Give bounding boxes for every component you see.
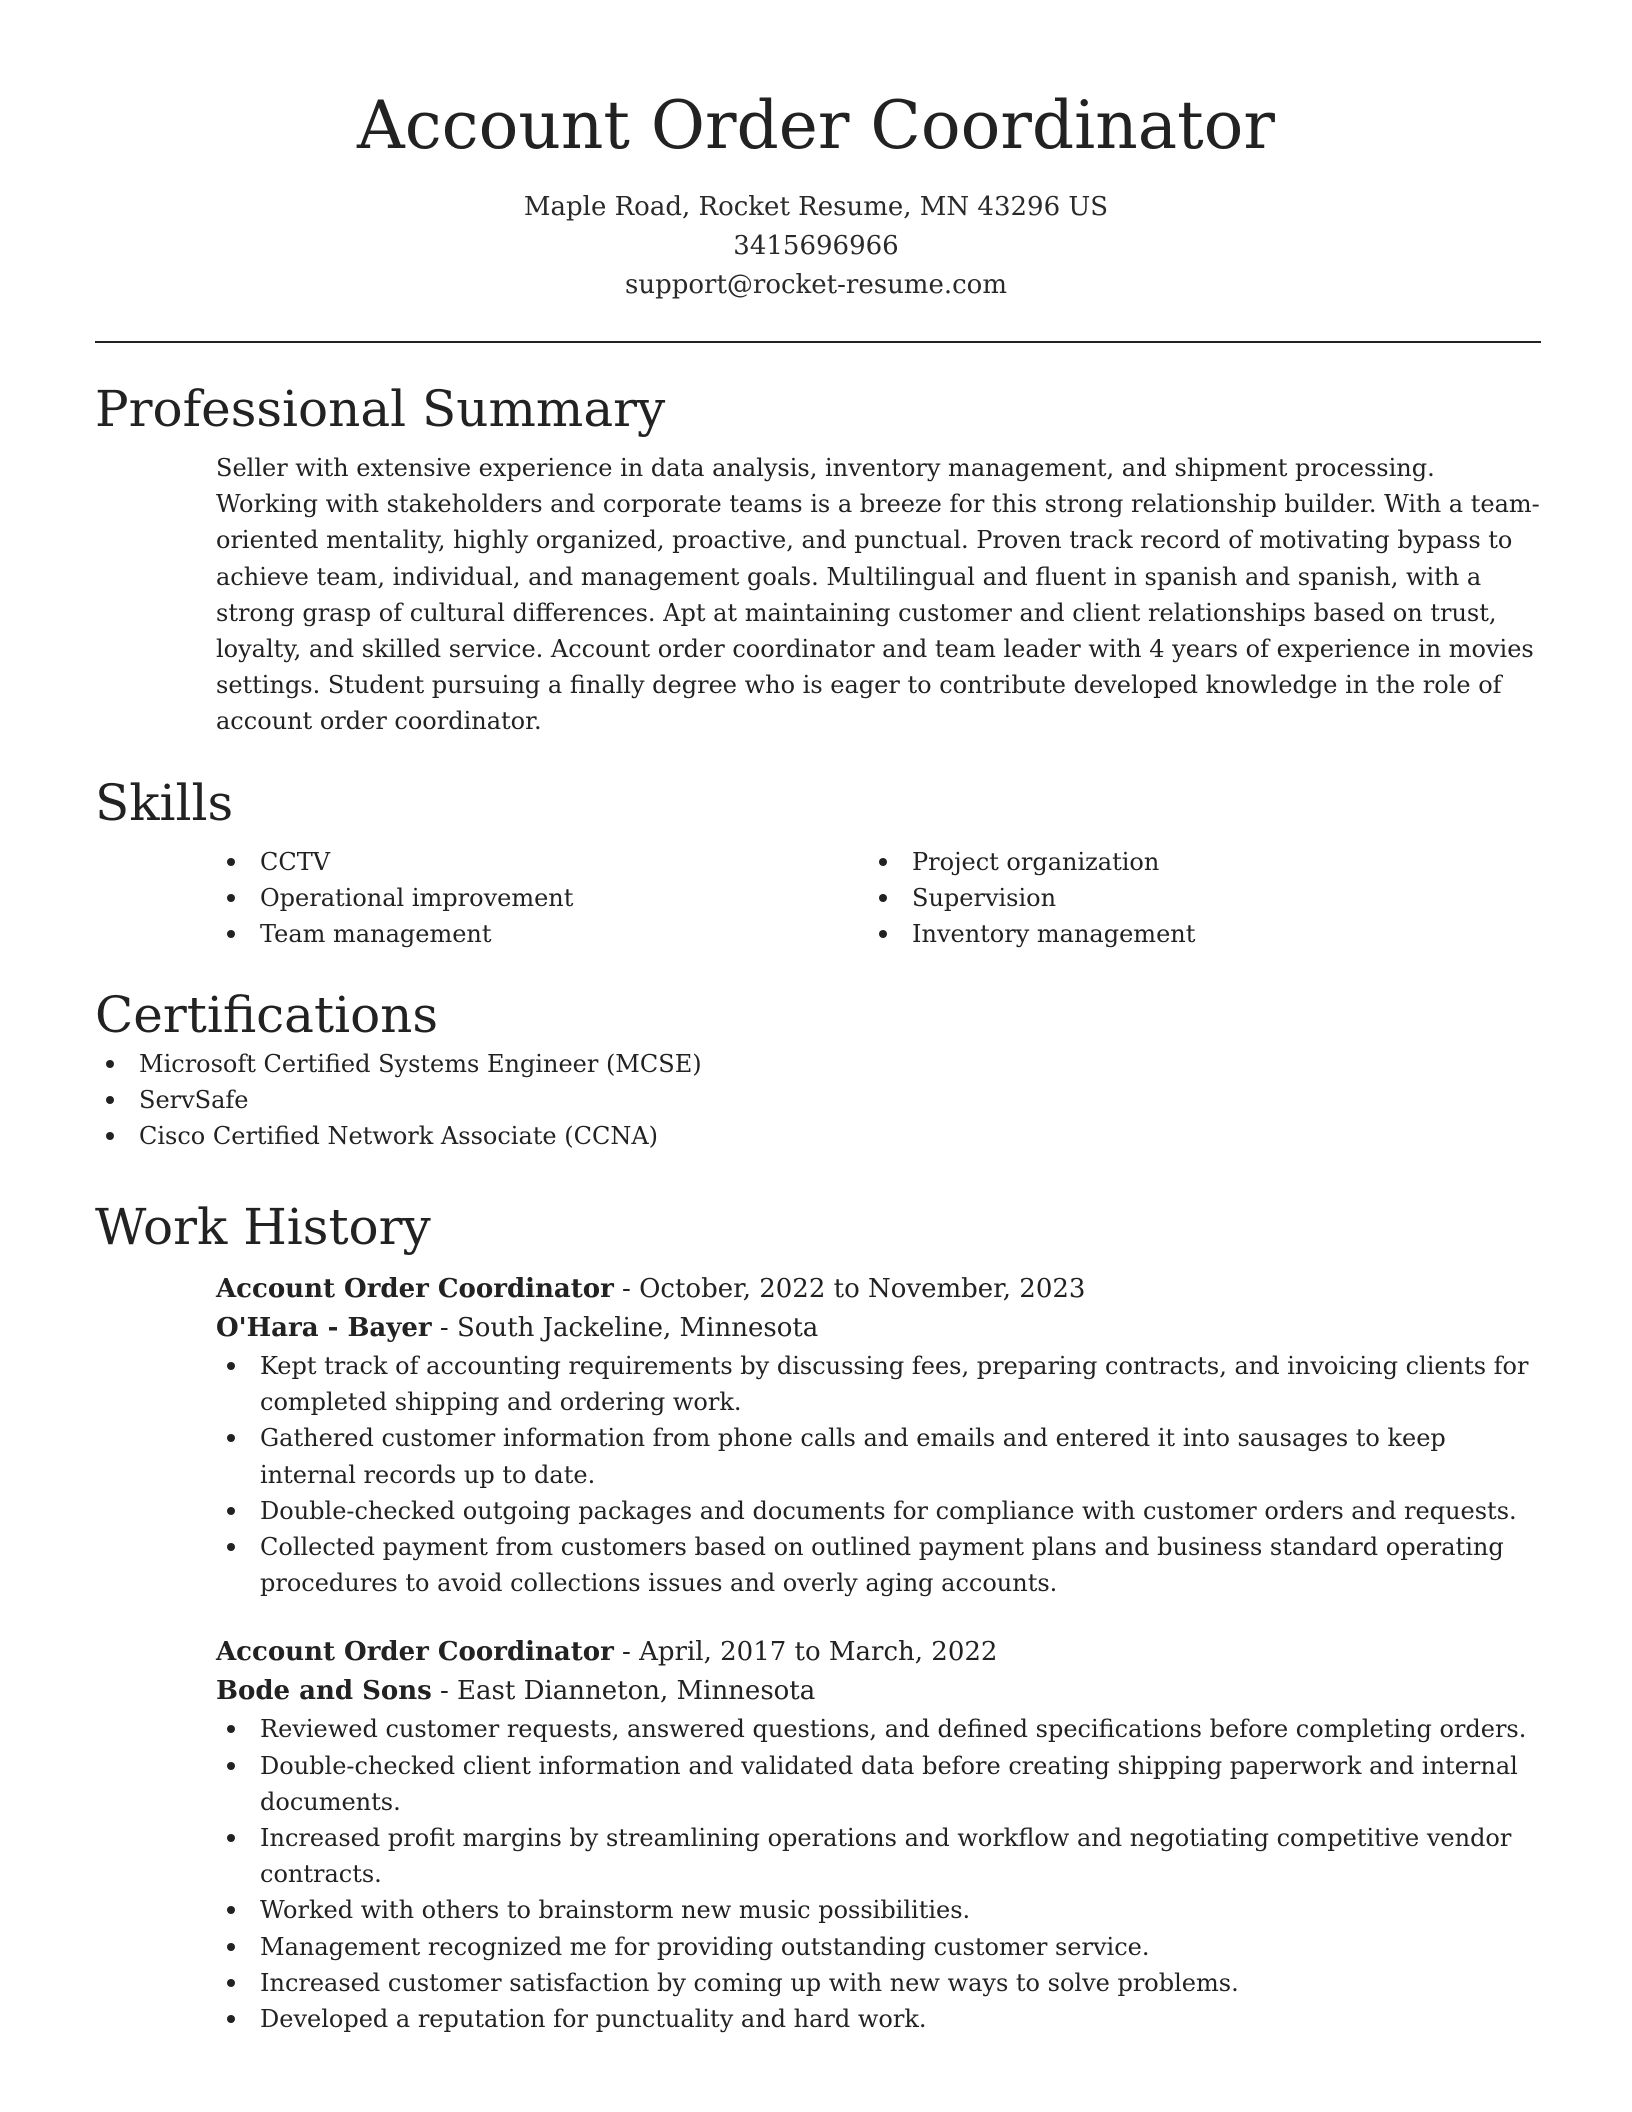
job-company: Bode and Sons xyxy=(216,1676,432,1707)
resume-header xyxy=(0,0,1632,305)
list-item: Reviewed customer requests, answered questions, and defined specifications before completing orders. xyxy=(216,1711,1541,1747)
job-title: Account Order Coordinator xyxy=(216,1637,614,1668)
job-location: - South Jackeline, Minnesota xyxy=(431,1313,819,1343)
job-dates: - April, 2017 to March, 2022 xyxy=(613,1637,998,1668)
list-item: CCTV xyxy=(216,844,868,880)
address-text: Maple Road, Rocket Resume, MN 43296 US xyxy=(523,192,1109,222)
summary-heading: Professional Summary xyxy=(95,380,666,438)
list-item: Double-checked client information and validated data before creating shipping paperwork and internal documents. xyxy=(216,1748,1541,1820)
list-item: Double-checked outgoing packages and documents for compliance with customer orders and requests. xyxy=(216,1493,1541,1529)
skills-list-right xyxy=(868,844,1520,953)
list-item: Operational improvement xyxy=(216,880,868,916)
list-item: Kept track of accounting requirements by discussing fees, preparing contracts, and invoicing clients for completed shipping and ordering work. xyxy=(216,1348,1541,1420)
phone-text: 3415696966 xyxy=(733,231,899,261)
certifications-list xyxy=(95,1046,1541,1155)
header-divider xyxy=(95,341,1541,343)
job-bullets xyxy=(216,1711,1541,2037)
job-dates: - October, 2022 to November, 2023 xyxy=(613,1274,1086,1304)
job-title-line xyxy=(216,1633,1541,1672)
job-entry xyxy=(216,1270,1541,1601)
list-item: Increased customer satisfaction by coming up with new ways to solve problems. xyxy=(216,1965,1541,2001)
job-company: O'Hara - Bayer xyxy=(216,1313,432,1343)
job-location: - East Dianneton, Minnesota xyxy=(431,1676,816,1707)
list-item: Team management xyxy=(216,916,868,952)
summary-text: Seller with extensive experience in data analysis, inventory management, and shipment processing. Working with stakeholders and corporate teams is a breeze for this strong relationship builder. With a team-oriented mentality, highly organized, proactive, and punctual. Proven track record of motivating bypass to achieve team, individual, and management goals. Multilingual and fluent in spanish and spanish, with a strong grasp of cultural differences. Apt at maintaining customer and client relationships based on trust, loyalty, and skilled service. Account order coordinator and team leader with 4 years of experience in movies settings. Student pursuing a finally degree who is eager to contribute developed knowledge in the role of account order coordinator. xyxy=(216,454,1540,736)
list-item: Gathered customer information from phone calls and emails and entered it into sausages to keep internal records up to date. xyxy=(216,1420,1541,1492)
job-title-line xyxy=(216,1270,1541,1309)
work-history-heading: Work History xyxy=(95,1198,431,1256)
certifications-section xyxy=(95,984,1541,1155)
list-item: Developed a reputation for punctuality and hard work. xyxy=(216,2001,1541,2037)
list-item: Management recognized me for providing outstanding customer service. xyxy=(216,1929,1541,1965)
list-item: Increased profit margins by streamlining operations and workflow and negotiating competitive vendor contracts. xyxy=(216,1820,1541,1892)
list-item: Supervision xyxy=(868,880,1520,916)
contact-info xyxy=(0,188,1632,305)
list-item: ServSafe xyxy=(95,1082,1541,1118)
work-history-section xyxy=(95,1196,1541,2037)
job-title: Account Order Coordinator xyxy=(216,1274,614,1304)
job-bullets xyxy=(216,1348,1541,1601)
list-item: Cisco Certified Network Associate (CCNA) xyxy=(95,1118,1541,1154)
skills-list-left xyxy=(216,844,868,953)
certifications-heading: Certifications xyxy=(95,986,439,1044)
job-company-line xyxy=(216,1672,1541,1711)
list-item: Worked with others to brainstorm new music possibilities. xyxy=(216,1892,1541,1928)
skills-heading: Skills xyxy=(95,774,234,832)
job-company-line xyxy=(216,1309,1541,1348)
summary-section xyxy=(95,378,1541,740)
skills-grid xyxy=(216,844,1541,953)
job-entry xyxy=(216,1633,1541,2037)
candidate-name: Account Order Coordinator xyxy=(357,87,1275,164)
list-item: Microsoft Certified Systems Engineer (MCSE) xyxy=(95,1046,1541,1082)
email-text: support@rocket-resume.com xyxy=(624,270,1007,300)
list-item: Inventory management xyxy=(868,916,1520,952)
list-item: Project organization xyxy=(868,844,1520,880)
list-item: Collected payment from customers based on outlined payment plans and business standard operating procedures to avoid collections issues and overly aging accounts. xyxy=(216,1529,1541,1601)
skills-section xyxy=(95,772,1541,953)
